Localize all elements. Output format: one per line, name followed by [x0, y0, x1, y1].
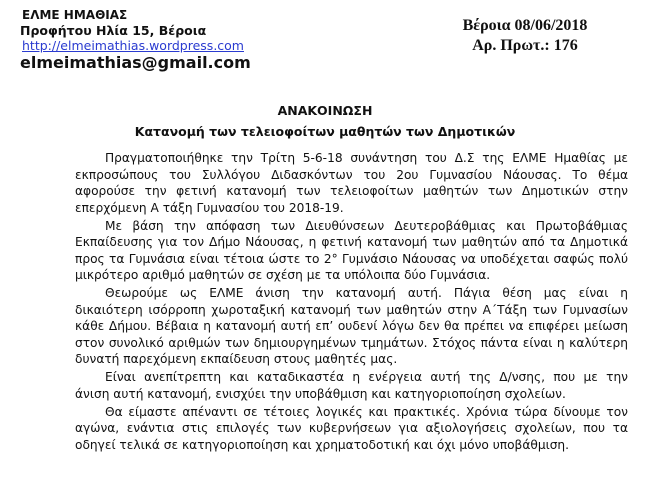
text-line: δυνατή παρεχόμενη εκπαίδευση στους μαθητές μας. [75, 352, 398, 366]
email: elmeimathias@gmail.com [20, 53, 251, 72]
address: Προφήτου Ηλία 15, Βέροια [20, 23, 207, 38]
text-line: μικρότερο αριθμό μαθητών σε σχέση με τα υπόλοιπα δύο Γυμνάσια. [75, 268, 491, 282]
paragraph [75, 404, 628, 455]
text-line: Είναι ανεπίτρεπτη και καταδικαστέα η ενέργεια αυτή της Δ/νσης, που με την [105, 370, 628, 384]
text-line: προς τα Γυμνάσια είναι τέτοια ώστε το 2° Γυμνάσιο Νάουσας να υποδέχεται σαφώς πολύ [75, 251, 628, 266]
paragraph [75, 150, 628, 218]
document-subtitle: Κατανομή των τελειοφοίτων μαθητών των Δημοτικών [134, 124, 516, 139]
text-line: κάθε Δήμου. Βέβαια η κατανομή αυτή επ’ ουδενί λόγω δεν θα πρέπει να επιφέρει μείωση [75, 319, 628, 333]
text-line: στον συνολικό αριθμών των δημιουργημένων τμημάτων. Στόχος πάντα είναι η καλύτερη [75, 335, 628, 350]
document-body [75, 150, 628, 455]
letterhead [20, 8, 251, 72]
text-line: Εκπαίδευσης για τον Δήμο Νάουσας, η φετινή κατανομή των μαθητών από τα Δημοτικά [75, 235, 628, 249]
date-block [440, 16, 610, 56]
text-line: οδηγεί τελικά σε κατηγοριοποίηση και χρηματοδοτική και όχι μόνο υποβάθμιση. [75, 437, 570, 452]
text-line: δικαιότερη ισόρροπη χωροταξική κατανομή των μαθητών στην Α΄Τάξη των Γυμνασίων [75, 302, 628, 317]
paragraph [75, 369, 628, 404]
website-link[interactable]: http://elmeimathias.wordpress.com [22, 38, 244, 53]
text-line: αγώνα, ενάντια στις επιλογές των κυβερνήσεων για αξιολογήσεις σχολείων, που τα [75, 421, 628, 435]
text-line: αφορούσε την φετινή κατανομή των τελειοφοίτων μαθητών των Δημοτικών στην [75, 184, 628, 198]
text-line: Με βάση την απόφαση των Διευθύνσεων Δευτεροβάθμιας και Πρωτοβάθμιας [105, 218, 628, 233]
text-line: επερχόμενη Α τάξη Γυμνασίου του 2018-19. [75, 200, 344, 215]
organization-name: ΕΛΜΕ ΗΜΑΘΙΑΣ [22, 8, 128, 22]
protocol-number: Αρ. Πρωτ.: 176 [472, 37, 578, 54]
paragraph [75, 285, 628, 369]
document-title: ΑΝΑΚΟΙΝΩΣΗ [277, 103, 373, 118]
text-line: Θεωρούμε ως ΕΛΜΕ άνιση την κατανομή αυτή. Πάγια θέση μας είναι η [105, 286, 628, 300]
paragraph [75, 218, 628, 286]
text-line: εκπροσώπους του Συλλόγου Διδασκόντων του 2ου Γυμνασίου Νάουσας. Το θέμα [75, 167, 628, 182]
text-line: Πραγματοποιήθηκε την Τρίτη 5-6-18 συνάντηση του Δ.Σ της ΕΛΜΕ Ημαθίας με [105, 151, 628, 165]
date: Βέροια 08/06/2018 [462, 17, 588, 34]
text-line: άνιση αυτή κατανομή, ενισχύει την υποβάθμιση και κατηγοριοποίηση σχολείων. [75, 386, 566, 401]
text-line: Θα είμαστε απέναντι σε τέτοιες λογικές και πρακτικές. Χρόνια τώρα δίνουμε τον [105, 404, 628, 419]
